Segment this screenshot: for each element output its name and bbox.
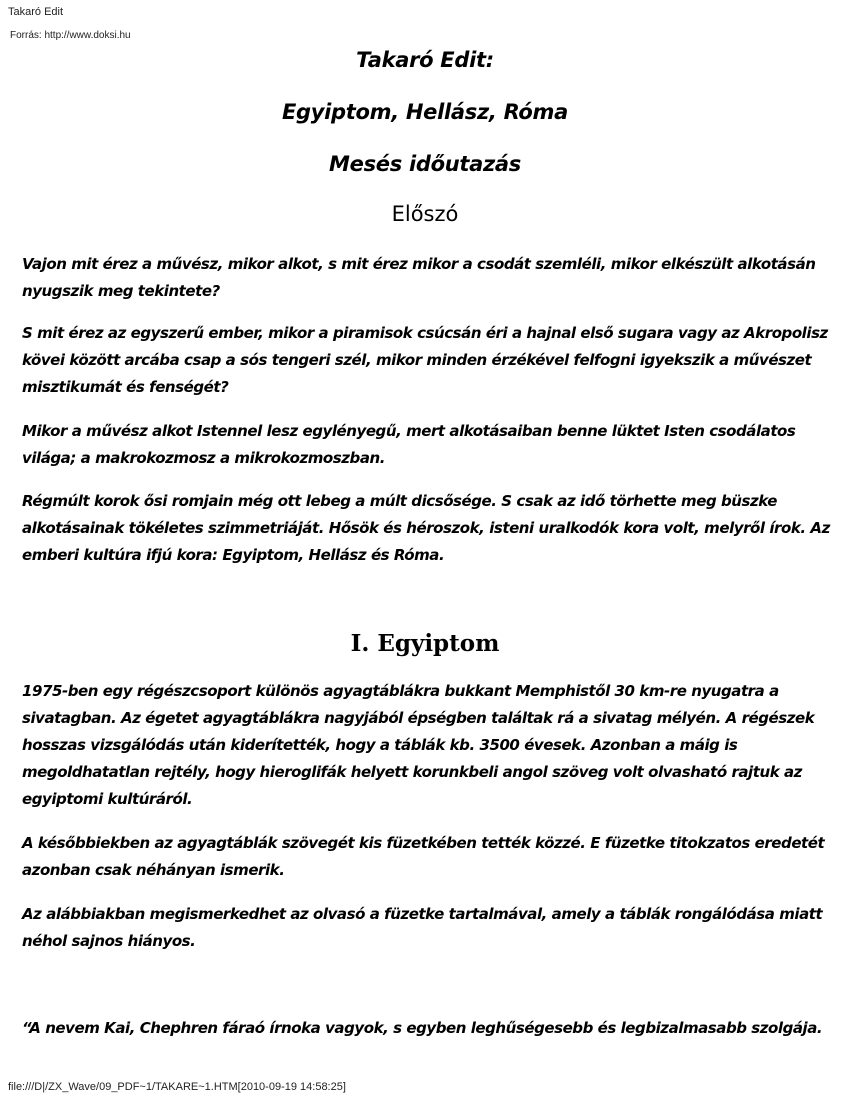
source-line: Forrás: http://www.doksi.hu <box>10 30 131 41</box>
preface-paragraph: Régmúlt korok ősi romjain még ott lebeg a múlt dicsősége. S csak az idő törhette meg büszke alkotásainak tökéletes szimmetriáját. Hősök és héroszok, isteni uralkodók kora volt, melyről írok. Az emberi kultúra ifjú kora: Egyiptom, Hellász és Róma. <box>22 492 830 564</box>
document-author-title: Takaró Edit: <box>356 48 494 72</box>
chapter-paragraph: 1975-ben egy régészcsoport különös agyagtáblákra bukkant Memphistől 30 km-re nyugatra a sivatagban. Az égetet agyagtáblákra nagyjából épségben találtak rá a sivatag mélyén. A régészek hosszas vizsgálódás után kiderítették, hogy a táblák kb. 3500 évesek. Azonban a máig is megoldhatatlan rejtély, hogy hieroglifák helyett korunkbeli angol szöveg volt olvasható rajtuk az egyiptomi kultúráról. <box>22 682 815 808</box>
document-main-title: Egyiptom, Hellász, Róma <box>281 100 569 124</box>
preface-paragraph: Mikor a művész alkot Istennel lesz egylényegű, mert alkotásaiban benne lüktet Isten csodálatos világa; a makrokozmosz a mikrokozmoszban. <box>22 422 796 467</box>
chapter-paragraph: Az alábbiakban megismerkedhet az olvasó a füzetke tartalmával, amely a táblák rongálódása miatt néhol sajnos hiányos. <box>22 905 823 950</box>
chapter-paragraph: “A nevem Kai, Chephren fáraó írnoka vagyok, s egyben leghűségesebb és legbizalmasabb szolgája. <box>22 1019 823 1037</box>
document-subtitle: Mesés időutazás <box>329 152 521 176</box>
preface-paragraph: Vajon mit érez a művész, mikor alkot, s mit érez mikor a csodát szemléli, mikor elkészült alkotásán nyugszik meg tekintete? <box>22 255 816 300</box>
print-footer-url: file:///D|/ZX_Wave/09_PDF~1/TAKARE~1.HTM[2010-09-19 14:58:25] <box>8 1081 346 1093</box>
chapter-paragraph: A későbbiekben az agyagtáblák szövegét kis füzetkében tették közzé. E füzetke titokzatos eredetét azonban csak néhányan ismerik. <box>22 834 825 879</box>
preface-paragraph: S mit érez az egyszerű ember, mikor a piramisok csúcsán éri a hajnal első sugara vagy az Akropolisz kövei között arcába csap a sós tengeri szél, mikor minden érzékével felfogni igyekszik a művészet misztikumát és fenségét? <box>22 324 828 396</box>
chapter-heading: I. Egyiptom <box>350 630 500 657</box>
print-header-title: Takaró Edit <box>8 6 64 18</box>
preface-heading: Előszó <box>391 202 459 226</box>
